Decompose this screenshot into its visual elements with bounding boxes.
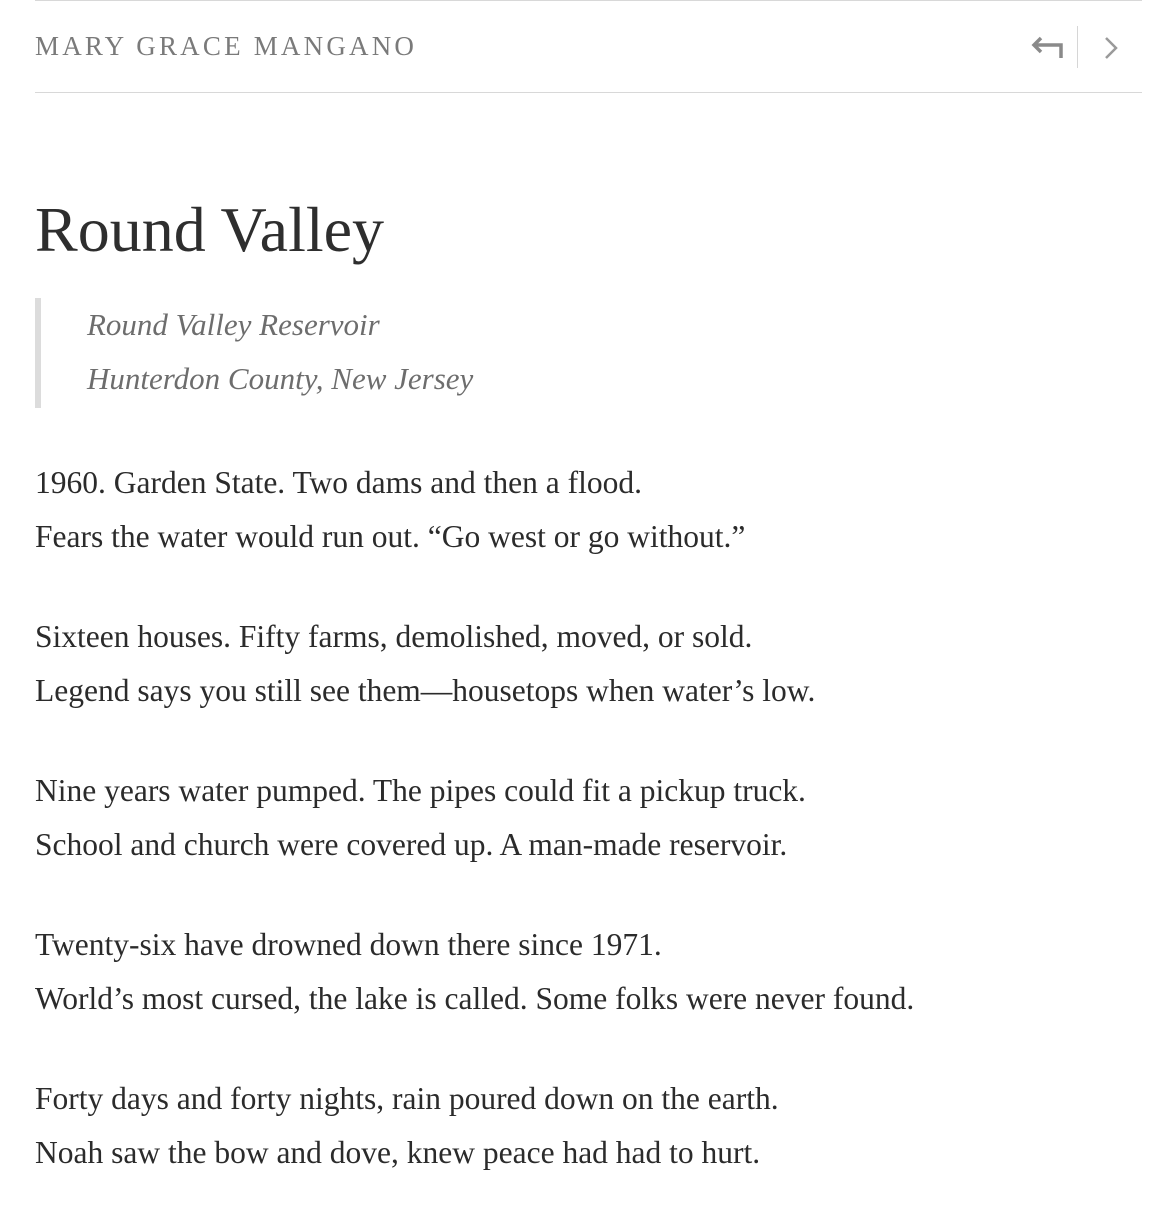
chevron-right-icon[interactable] [1102, 35, 1120, 61]
poem-line: School and church were covered up. A man-made reservoir. [35, 827, 788, 862]
epigraph [35, 298, 735, 408]
epigraph-line: Round Valley Reservoir [87, 307, 380, 342]
nav-divider [1077, 26, 1078, 68]
post-navigation [1012, 26, 1142, 68]
stanza [35, 918, 1135, 1026]
return-arrow-icon[interactable] [1030, 34, 1064, 60]
stanza [35, 456, 1135, 564]
poem-line: World’s most cursed, the lake is called. Some folks were never found. [35, 981, 915, 1016]
site-header [35, 0, 1142, 93]
stanza [35, 764, 1135, 872]
poem-line: Forty days and forty nights, rain poured down on the earth. [35, 1081, 779, 1116]
poem-line: Sixteen houses. Fifty farms, demolished, moved, or sold. [35, 619, 753, 654]
poem-line: Noah saw the bow and dove, knew peace had had to hurt. [35, 1135, 761, 1170]
poem-body [35, 456, 1135, 1226]
page-title: Round Valley [35, 194, 385, 265]
stanza [35, 1072, 1135, 1180]
poem-line: Twenty-six have drowned down there since 1971. [35, 927, 662, 962]
epigraph-line: Hunterdon County, New Jersey [87, 361, 474, 396]
site-title[interactable]: MARY GRACE MANGANO [35, 31, 418, 61]
poem-line: Legend says you still see them—housetops when water’s low. [35, 673, 816, 708]
poem-line: Fears the water would run out. “Go west or go without.” [35, 519, 746, 554]
stanza [35, 610, 1135, 718]
poem-line: 1960. Garden State. Two dams and then a flood. [35, 465, 642, 500]
poem-line: Nine years water pumped. The pipes could fit a pickup truck. [35, 773, 806, 808]
